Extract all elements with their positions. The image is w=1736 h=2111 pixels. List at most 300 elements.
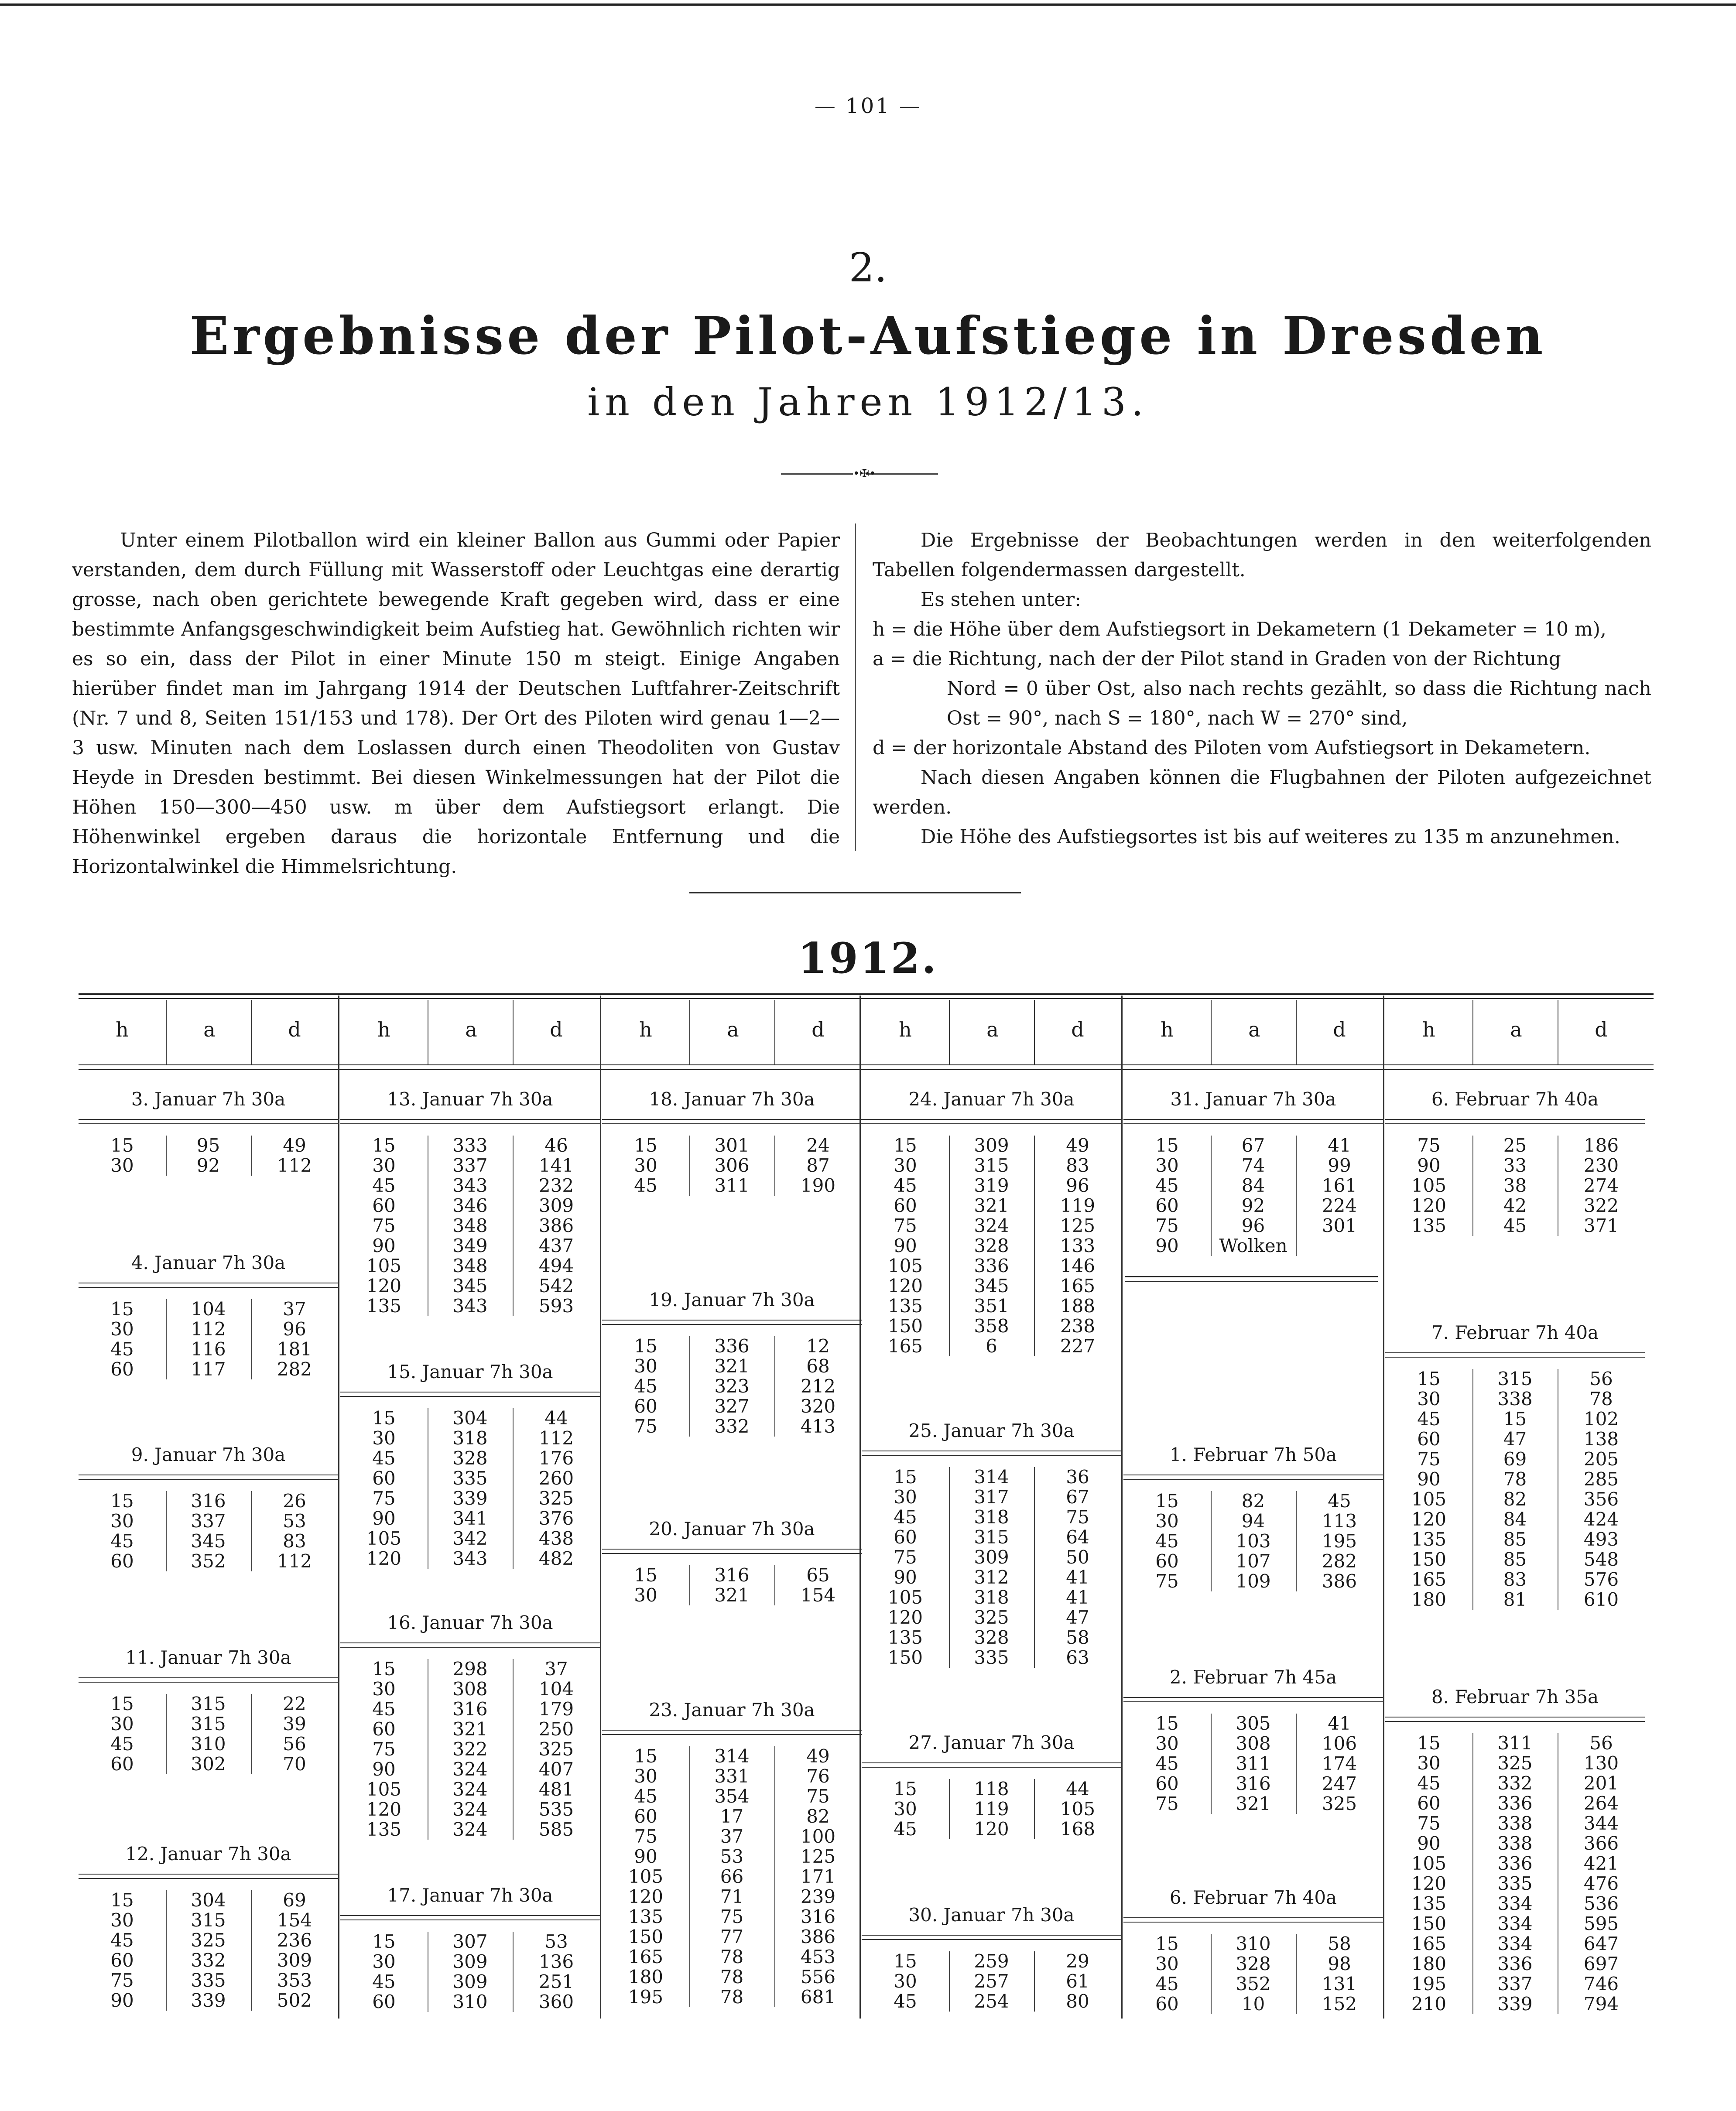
cell-a: 45 xyxy=(1503,1215,1527,1236)
cell-h: 45 xyxy=(1155,1175,1179,1196)
column-header-d: d xyxy=(288,1018,301,1041)
cell-d: 494 xyxy=(538,1255,574,1276)
cell-a: 317 xyxy=(974,1486,1009,1508)
cell-d: 251 xyxy=(538,1971,574,1992)
cell-d: 697 xyxy=(1583,1953,1619,1974)
cell-a: 348 xyxy=(452,1255,488,1276)
cell-h: 15 xyxy=(1417,1732,1441,1754)
cell-a: 119 xyxy=(974,1798,1009,1820)
cell-h: 75 xyxy=(372,1488,396,1509)
observation-block xyxy=(79,1834,338,2011)
cell-h: 75 xyxy=(894,1546,917,1568)
cell-a: 324 xyxy=(452,1799,488,1820)
intro-divider xyxy=(855,523,856,851)
table-row xyxy=(340,1488,600,1509)
cell-h: 135 xyxy=(1411,1529,1447,1550)
cell-h: 135 xyxy=(366,1295,402,1317)
cell-divider xyxy=(1296,1714,1297,1814)
observation-rows xyxy=(862,1951,1121,2012)
table-row xyxy=(1123,1216,1383,1236)
cell-d: 141 xyxy=(538,1155,574,1176)
observation-date: 16. Januar 7h 30a xyxy=(387,1612,553,1633)
table-row xyxy=(1123,1734,1383,1754)
block-rule xyxy=(79,1677,338,1678)
table-row xyxy=(602,1987,862,2007)
cell-divider xyxy=(774,1746,775,2007)
cell-divider xyxy=(513,1659,514,1840)
block-rule xyxy=(1385,1717,1645,1718)
observation-date: 24. Januar 7h 30a xyxy=(908,1088,1075,1110)
cell-divider xyxy=(689,1746,690,2007)
cell-h: 30 xyxy=(1155,1510,1179,1532)
table-row xyxy=(1385,1894,1645,1914)
cell-h: 135 xyxy=(628,1906,664,1927)
cell-d: 161 xyxy=(1322,1175,1357,1196)
cell-d: 585 xyxy=(538,1819,574,1840)
cell-a: 82 xyxy=(1503,1488,1527,1510)
cell-a: 309 xyxy=(974,1546,1009,1568)
cell-a: 66 xyxy=(720,1866,744,1887)
cell-d: 50 xyxy=(1066,1546,1089,1568)
block-rule xyxy=(340,1396,600,1397)
cell-a: 334 xyxy=(1497,1913,1533,1934)
cell-h: 60 xyxy=(110,1550,134,1572)
table-row xyxy=(862,1296,1121,1316)
observation-date: 23. Januar 7h 30a xyxy=(649,1699,815,1721)
cell-a: 304 xyxy=(452,1407,488,1429)
table-row xyxy=(340,1529,600,1549)
cell-a: 310 xyxy=(452,1991,488,2012)
cell-a: 345 xyxy=(452,1275,488,1297)
table-row xyxy=(862,1156,1121,1176)
cell-d: 46 xyxy=(544,1135,568,1156)
cell-a: 338 xyxy=(1497,1833,1533,1854)
cell-h: 75 xyxy=(894,1215,917,1236)
observation-rows xyxy=(862,1467,1121,1668)
cell-a: 107 xyxy=(1236,1550,1271,1572)
cell-a: 315 xyxy=(974,1526,1009,1548)
cell-d: 647 xyxy=(1583,1933,1619,1954)
table-row xyxy=(862,1527,1121,1547)
block-rule xyxy=(340,1647,600,1648)
cell-h: 15 xyxy=(1155,1135,1179,1156)
cell-d: 186 xyxy=(1583,1135,1619,1156)
table-row xyxy=(1123,1974,1383,1994)
cell-a: 78 xyxy=(720,1986,744,2008)
cell-d: 44 xyxy=(1066,1778,1089,1800)
cell-h: 60 xyxy=(1155,1195,1179,1216)
table-row xyxy=(602,1766,862,1786)
cell-h: 135 xyxy=(887,1295,923,1317)
observation-block xyxy=(79,1435,338,1571)
table-row xyxy=(1123,1551,1383,1571)
cell-d: 47 xyxy=(1066,1607,1089,1628)
table-row xyxy=(1385,1994,1645,2014)
observation-block xyxy=(79,1243,338,1379)
cell-a: 322 xyxy=(452,1738,488,1760)
observation-date: 8. Februar 7h 35a xyxy=(1431,1686,1599,1707)
cell-h: 60 xyxy=(110,1753,134,1775)
observation-date: 30. Januar 7h 30a xyxy=(908,1904,1075,1926)
observation-block xyxy=(1123,1878,1383,2014)
cell-h: 60 xyxy=(372,1468,396,1489)
header-cell-divider xyxy=(774,1000,775,1064)
table-row xyxy=(340,1952,600,1972)
observation-rows xyxy=(79,1136,338,1176)
column-header-h: h xyxy=(639,1018,652,1041)
cell-divider xyxy=(1211,1714,1212,1814)
cell-d: 87 xyxy=(806,1155,830,1176)
observation-rows xyxy=(1123,1136,1383,1256)
cell-h: 210 xyxy=(1411,1993,1447,2015)
observation-date: 15. Januar 7h 30a xyxy=(387,1361,553,1382)
cell-d: 195 xyxy=(1322,1530,1357,1552)
cell-divider xyxy=(166,1694,167,1774)
cell-a: 345 xyxy=(191,1530,226,1552)
cell-a: 337 xyxy=(1497,1973,1533,1995)
header-cell-divider xyxy=(1472,1000,1473,1064)
cell-h: 105 xyxy=(1411,1175,1447,1196)
cell-h: 30 xyxy=(634,1355,657,1377)
cell-divider xyxy=(774,1136,775,1196)
column-header-a: a xyxy=(465,1018,477,1041)
table-row xyxy=(1385,1389,1645,1409)
observation-date: 25. Januar 7h 30a xyxy=(908,1420,1075,1441)
observation-date: 27. Januar 7h 30a xyxy=(908,1732,1075,1753)
cell-d: 37 xyxy=(544,1658,568,1680)
cell-d: 344 xyxy=(1583,1813,1619,1834)
table-row xyxy=(862,1336,1121,1356)
block-rule xyxy=(340,1919,600,1920)
cell-h: 195 xyxy=(628,1986,664,2008)
cell-a: 321 xyxy=(974,1195,1009,1216)
observation-block xyxy=(340,1876,600,2012)
cell-a: 316 xyxy=(714,1564,750,1586)
observation-rows xyxy=(602,1746,862,2007)
cell-a: 259 xyxy=(974,1950,1009,1972)
cell-h: 120 xyxy=(366,1548,402,1569)
table-row xyxy=(1385,1793,1645,1813)
cell-h: 75 xyxy=(634,1416,657,1437)
cell-h: 45 xyxy=(110,1733,134,1755)
cell-d: 386 xyxy=(1322,1570,1357,1592)
cell-d: 366 xyxy=(1583,1833,1619,1854)
cell-h: 60 xyxy=(110,1358,134,1380)
cell-h: 180 xyxy=(1411,1589,1447,1610)
observation-block xyxy=(862,1723,1121,1839)
cell-d: 12 xyxy=(806,1335,830,1357)
table-row xyxy=(862,1951,1121,1971)
cell-d: 133 xyxy=(1060,1235,1096,1256)
cell-d: 58 xyxy=(1066,1627,1089,1648)
block-rule xyxy=(1385,1123,1645,1124)
cell-a: 336 xyxy=(714,1335,750,1357)
cell-d: 53 xyxy=(283,1510,306,1532)
block-rule xyxy=(862,1119,1121,1120)
cell-divider xyxy=(251,1299,252,1379)
cell-d: 239 xyxy=(800,1886,836,1907)
observation-block xyxy=(1123,1658,1383,1814)
observation-date: 9. Januar 7h 30a xyxy=(131,1444,286,1465)
cell-d: 274 xyxy=(1583,1175,1619,1196)
cell-h: 60 xyxy=(110,1950,134,1971)
cell-h: 75 xyxy=(1155,1215,1179,1236)
cell-h: 60 xyxy=(372,1718,396,1740)
table-row xyxy=(1123,1136,1383,1156)
table-row xyxy=(862,1779,1121,1799)
table-row xyxy=(1385,1854,1645,1874)
cell-h: 15 xyxy=(110,1889,134,1911)
cell-a: 315 xyxy=(191,1693,226,1714)
table-row xyxy=(340,1196,600,1216)
cell-h: 75 xyxy=(372,1215,396,1236)
cell-d: 247 xyxy=(1322,1773,1357,1794)
table-row xyxy=(340,1659,600,1679)
block-rule xyxy=(602,1320,862,1321)
cell-divider xyxy=(1472,1369,1473,1610)
cell-d: 112 xyxy=(538,1427,574,1449)
column-header-d: d xyxy=(812,1018,825,1041)
cell-divider xyxy=(1472,1136,1473,1236)
cell-d: 285 xyxy=(1583,1468,1619,1490)
cell-d: 437 xyxy=(538,1235,574,1256)
cell-a: 338 xyxy=(1497,1388,1533,1410)
cell-divider xyxy=(1472,1733,1473,2014)
table-row xyxy=(862,1467,1121,1487)
table-row xyxy=(862,1567,1121,1588)
cell-a: 339 xyxy=(1497,1993,1533,2015)
block-rule xyxy=(1123,1922,1383,1923)
cell-d: 104 xyxy=(538,1678,574,1700)
cell-d: 174 xyxy=(1322,1753,1357,1774)
cell-a: 77 xyxy=(720,1926,744,1947)
cell-d: 76 xyxy=(806,1765,830,1787)
cell-divider xyxy=(949,1467,950,1668)
observation-rows xyxy=(602,1565,862,1605)
table-row xyxy=(1385,1570,1645,1590)
cell-a: 42 xyxy=(1503,1195,1527,1216)
cell-h: 45 xyxy=(894,1818,917,1840)
observation-block xyxy=(1123,1435,1383,1591)
block-rule xyxy=(340,1392,600,1393)
cell-d: 69 xyxy=(283,1889,306,1911)
cell-h: 90 xyxy=(1417,1155,1441,1176)
cell-a: 324 xyxy=(452,1759,488,1780)
cell-d: 176 xyxy=(538,1447,574,1469)
table-row xyxy=(1123,1511,1383,1531)
cell-d: 201 xyxy=(1583,1772,1619,1794)
cell-a: 78 xyxy=(1503,1468,1527,1490)
cell-h: 120 xyxy=(887,1275,923,1297)
table-row xyxy=(862,1971,1121,1991)
observation-rows xyxy=(602,1336,862,1437)
cell-h: 30 xyxy=(110,1713,134,1735)
cell-a: 336 xyxy=(1497,1953,1533,1974)
observation-date: 6. Februar 7h 40a xyxy=(1169,1887,1337,1908)
table-row xyxy=(1385,1136,1645,1156)
cell-h: 60 xyxy=(372,1991,396,2012)
cell-h: 135 xyxy=(887,1627,923,1648)
cell-d: 179 xyxy=(538,1698,574,1720)
table-row xyxy=(1123,1714,1383,1734)
column-header-a: a xyxy=(1510,1018,1522,1041)
table-row xyxy=(79,1971,338,1991)
cell-h: 30 xyxy=(1417,1752,1441,1774)
observation-rows xyxy=(862,1779,1121,1839)
column-separator xyxy=(1121,996,1123,2019)
cell-h: 135 xyxy=(366,1819,402,1840)
table-row xyxy=(340,1932,600,1952)
cell-h: 30 xyxy=(894,1155,917,1176)
cell-a: 95 xyxy=(196,1135,220,1156)
cell-h: 30 xyxy=(1417,1388,1441,1410)
cell-a: 118 xyxy=(974,1778,1009,1800)
block-end-rule xyxy=(1125,1281,1378,1282)
header-cell-divider xyxy=(251,1000,252,1064)
cell-a: 354 xyxy=(714,1786,750,1807)
cell-h: 90 xyxy=(110,1990,134,2011)
observation-rows xyxy=(340,1136,600,1316)
cell-h: 135 xyxy=(1411,1893,1447,1914)
cell-d: 96 xyxy=(283,1318,306,1340)
table-row xyxy=(340,1276,600,1296)
cell-d: 260 xyxy=(538,1468,574,1489)
cell-d: 493 xyxy=(1583,1529,1619,1550)
intro-paragraph: Unter einem Pilotballon wird ein kleiner Ballon aus Gummi oder Papier verstanden, dem durch Füllung mit Wasserstoff oder Leuchtgas eine derartig grosse, nach oben gerichtete bewegende Kraft gegeben wird, dass er eine bestimmte Anfangsgeschwindigkeit beim Aufstieg hat. Gewöhnlich richten wir es so ein, dass der Pilot in einer Minute 150 m steigt. Einige Angaben hierüber findet man im Jahrgang 1914 der Deutschen Luftfahrer-Zeitschrift (Nr. 7 und 8, Seiten 151/153 und 178). Der Ort des Piloten wird genau 1—2—3 usw. Minuten nach dem Loslassen durch einen Theodoliten von Gustav Heyde in Dresden bestimmt. Bei diesen Winkelmessungen hat der Pilot die Höhen 150—300—450 usw. m über dem Aufstiegsort erlangt. Die Höhenwinkel ergeben daraus die horizontale Entfernung und die Horizontalwinkel die Himmelsrichtung. xyxy=(72,529,840,878)
cell-d: 154 xyxy=(800,1584,836,1606)
cell-h: 45 xyxy=(110,1338,134,1360)
table-row xyxy=(340,1216,600,1236)
table-row xyxy=(602,1565,862,1585)
cell-h: 75 xyxy=(1417,1448,1441,1470)
table-row xyxy=(1385,1914,1645,1934)
cell-d: 386 xyxy=(538,1215,574,1236)
cell-d: 320 xyxy=(800,1396,836,1417)
cell-h: 45 xyxy=(1155,1530,1179,1552)
table-row xyxy=(1123,1236,1383,1256)
table-row xyxy=(1385,1509,1645,1529)
cell-h: 30 xyxy=(372,1951,396,1972)
cell-a: 103 xyxy=(1236,1530,1271,1552)
cell-a: 25 xyxy=(1503,1135,1527,1156)
table-row xyxy=(1123,1794,1383,1814)
cell-d: 36 xyxy=(1066,1466,1089,1488)
cell-divider xyxy=(251,1694,252,1774)
intro-left-column xyxy=(72,526,840,882)
table-row xyxy=(602,1947,862,1967)
table-row xyxy=(79,1511,338,1531)
cell-d: 476 xyxy=(1583,1873,1619,1894)
cell-h: 60 xyxy=(894,1526,917,1548)
observation-rows xyxy=(79,1491,338,1571)
cell-a: 316 xyxy=(1236,1773,1271,1794)
year-heading: 1912. xyxy=(798,934,938,983)
cell-d: 67 xyxy=(1066,1486,1089,1508)
table-row xyxy=(79,1930,338,1950)
cell-h: 60 xyxy=(1155,1773,1179,1794)
block-rule xyxy=(79,1119,338,1120)
cell-divider xyxy=(689,1336,690,1437)
cell-a: 325 xyxy=(1497,1752,1533,1774)
cell-a: 311 xyxy=(1236,1753,1271,1774)
cell-a: 309 xyxy=(452,1951,488,1972)
table-row xyxy=(79,1359,338,1379)
cell-d: 188 xyxy=(1060,1295,1096,1317)
cell-a: 316 xyxy=(191,1490,226,1512)
cell-h: 15 xyxy=(634,1745,657,1767)
cell-a: 321 xyxy=(714,1355,750,1377)
cell-h: 30 xyxy=(894,1971,917,1992)
cell-a: 314 xyxy=(714,1745,750,1767)
observation-block xyxy=(1385,1080,1645,1236)
cell-d: 83 xyxy=(283,1530,306,1552)
cell-a: 109 xyxy=(1236,1570,1271,1592)
cell-a: 305 xyxy=(1236,1713,1271,1734)
cell-a: 82 xyxy=(1241,1490,1265,1512)
table-row xyxy=(340,1509,600,1529)
block-rule xyxy=(602,1734,862,1735)
block-rule xyxy=(79,1878,338,1879)
cell-d: 26 xyxy=(283,1490,306,1512)
cell-d: 138 xyxy=(1583,1428,1619,1450)
observation-rows xyxy=(79,1299,338,1379)
cell-a: 302 xyxy=(191,1753,226,1775)
cell-h: 150 xyxy=(887,1315,923,1337)
table-row xyxy=(340,1448,600,1468)
cell-d xyxy=(1296,1236,1383,1256)
column-header-h: h xyxy=(1422,1018,1435,1041)
cell-divider xyxy=(949,1136,950,1356)
column-header-d: d xyxy=(1595,1018,1608,1041)
cell-d: 610 xyxy=(1583,1589,1619,1610)
cell-a: 336 xyxy=(974,1255,1009,1276)
block-rule xyxy=(79,1874,338,1875)
table-row xyxy=(1385,1934,1645,1954)
block-rule xyxy=(1123,1917,1383,1918)
cell-h: 150 xyxy=(887,1647,923,1668)
cell-a: 10 xyxy=(1241,1993,1265,2015)
cell-d: 45 xyxy=(1328,1490,1351,1512)
observation-block xyxy=(602,1690,862,2007)
cell-a: 33 xyxy=(1503,1155,1527,1176)
cell-d: 181 xyxy=(277,1338,312,1360)
table-row xyxy=(79,1299,338,1319)
table-row xyxy=(1123,1934,1383,1954)
cell-h: 120 xyxy=(887,1607,923,1628)
cell-a: 346 xyxy=(452,1195,488,1216)
cell-a: 325 xyxy=(191,1930,226,1951)
cell-d: 502 xyxy=(277,1990,312,2011)
cell-h: 90 xyxy=(372,1235,396,1256)
cell-a: 85 xyxy=(1503,1549,1527,1570)
observation-rows xyxy=(1123,1491,1383,1591)
cell-d: 65 xyxy=(806,1564,830,1586)
table-row xyxy=(79,1694,338,1714)
cell-d: 146 xyxy=(1060,1255,1096,1276)
table-row xyxy=(340,1549,600,1569)
table-row xyxy=(340,1679,600,1699)
table-row xyxy=(340,1136,600,1156)
cell-d: 41 xyxy=(1328,1713,1351,1734)
cell-h: 75 xyxy=(372,1738,396,1760)
observation-block xyxy=(1385,1677,1645,2014)
table-row xyxy=(1385,1590,1645,1610)
cell-a: 352 xyxy=(191,1550,226,1572)
table-row xyxy=(79,1136,338,1156)
cell-d: 119 xyxy=(1060,1195,1096,1216)
cell-a: 69 xyxy=(1503,1448,1527,1470)
cell-d: 100 xyxy=(800,1826,836,1847)
